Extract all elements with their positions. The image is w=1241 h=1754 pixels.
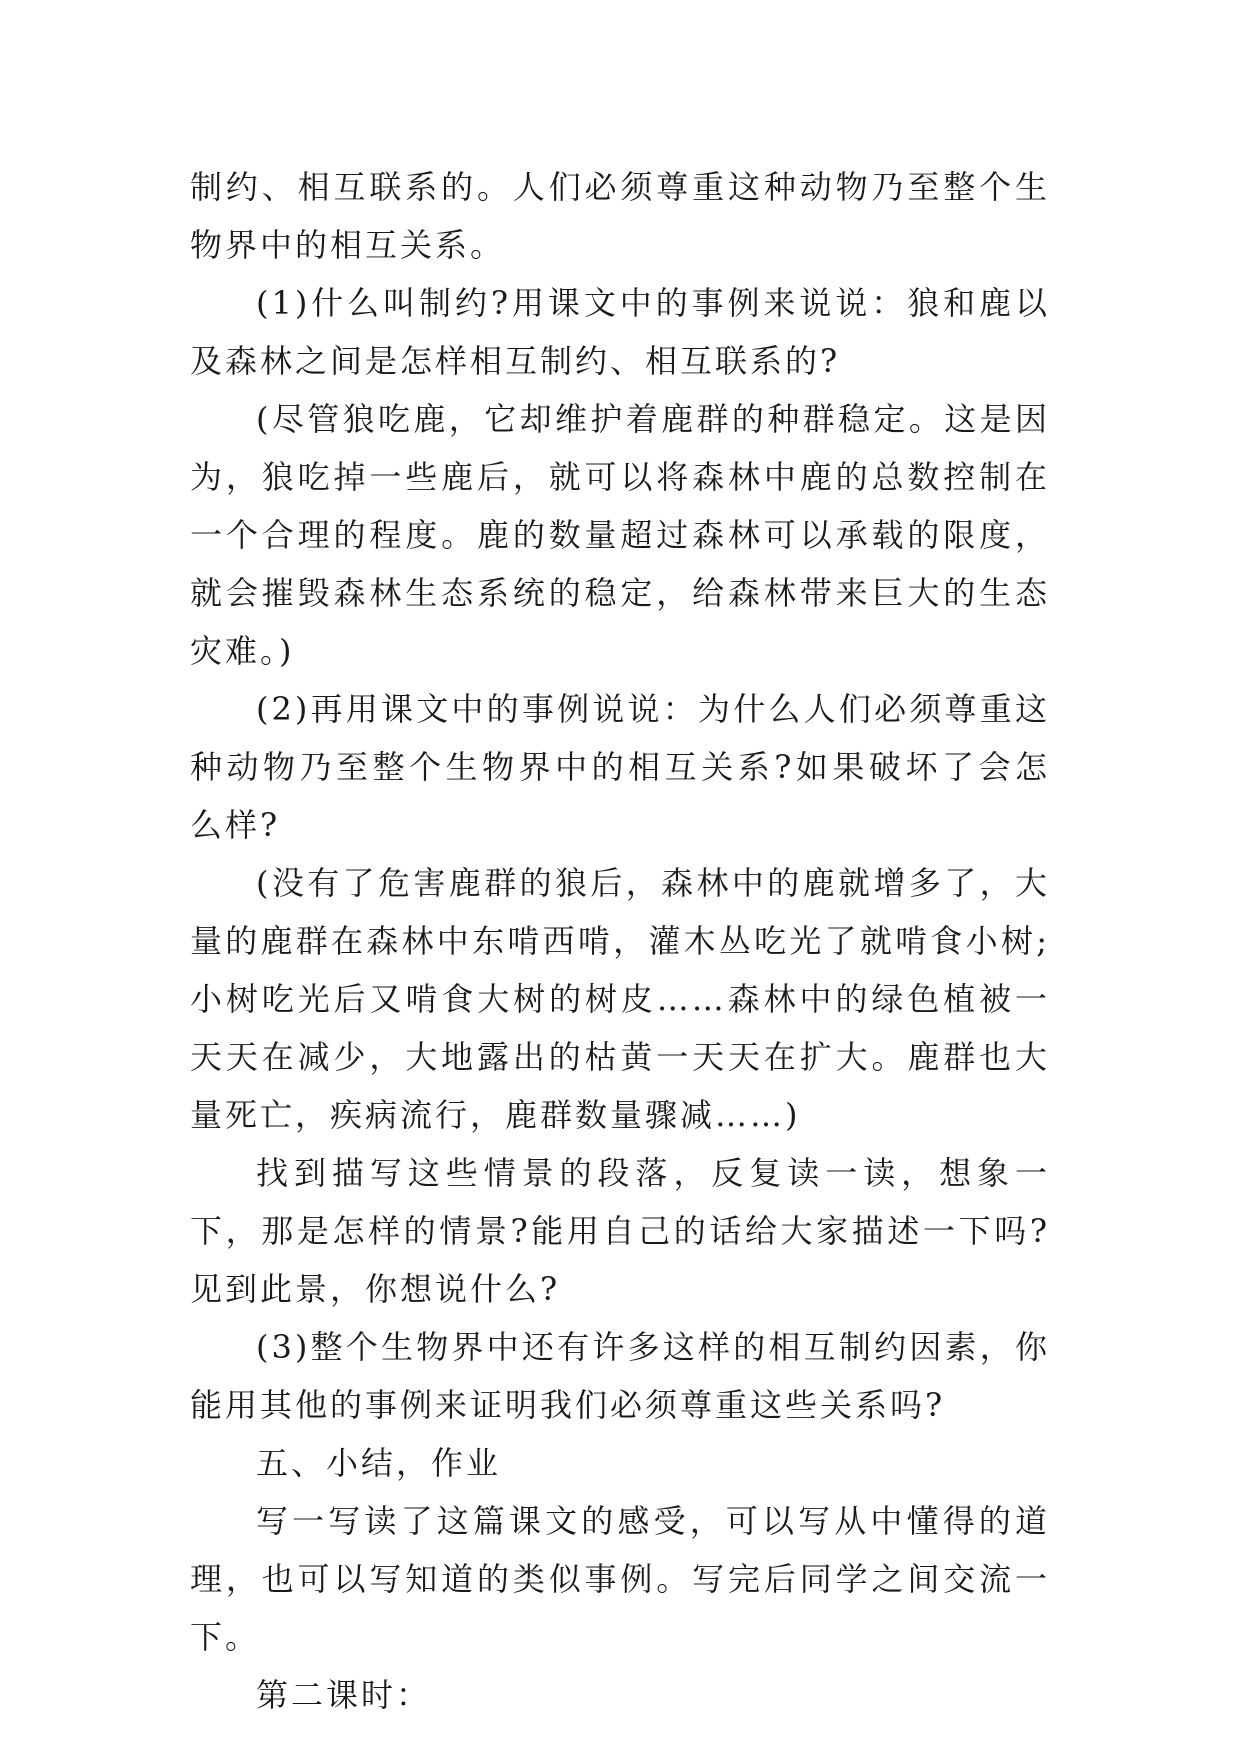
section-heading-second-lesson: 第二课时： xyxy=(256,1676,432,1714)
paragraph-reading-task: 找到描写这些情景的段落，反复读一读，想象一下，那是怎样的情景?能用自己的话给大家描述一下吗?见到此景，你想说什么? xyxy=(190,1154,1050,1308)
paragraph-homework: 写一写读了这篇课文的感受，可以写从中懂得的道理，也可以写知道的类似事例。写完后同学之间交流一下。 xyxy=(190,1502,1050,1656)
paragraph-question-2: (2)再用课文中的事例说说：为什么人们必须尊重这种动物乃至整个生物界中的相互关系?如果破坏了会怎么样? xyxy=(190,690,1050,844)
paragraph-continuation: 制约、相互联系的。人们必须尊重这种动物乃至整个生物界中的相互关系。 xyxy=(190,168,1050,264)
paragraph-answer-2: (没有了危害鹿群的狼后，森林中的鹿就增多了，大量的鹿群在森林中东啃西啃，灌木丛吃光了就啃食小树;小树吃光后又啃食大树的树皮……森林中的绿色植被一天天在减少，大地露出的枯黄一天天在扩大。鹿群也大量死亡，疾病流行，鹿群数量骤减……) xyxy=(190,864,1050,1134)
paragraph-question-1: (1)什么叫制约?用课文中的事例来说说：狼和鹿以及森林之间是怎样相互制约、相互联系的? xyxy=(190,284,1050,380)
paragraph-answer-1: (尽管狼吃鹿，它却维护着鹿群的种群稳定。这是因为，狼吃掉一些鹿后，就可以将森林中鹿的总数控制在一个合理的程度。鹿的数量超过森林可以承载的限度，就会摧毁森林生态系统的稳定，给森林带来巨大的生态灾难。) xyxy=(190,400,1050,670)
paragraph-question-3: (3)整个生物界中还有许多这样的相互制约因素，你能用其他的事例来证明我们必须尊重这些关系吗? xyxy=(190,1328,1050,1424)
document-body xyxy=(190,158,1050,1724)
section-heading-summary: 五、小结，作业 xyxy=(256,1444,502,1482)
